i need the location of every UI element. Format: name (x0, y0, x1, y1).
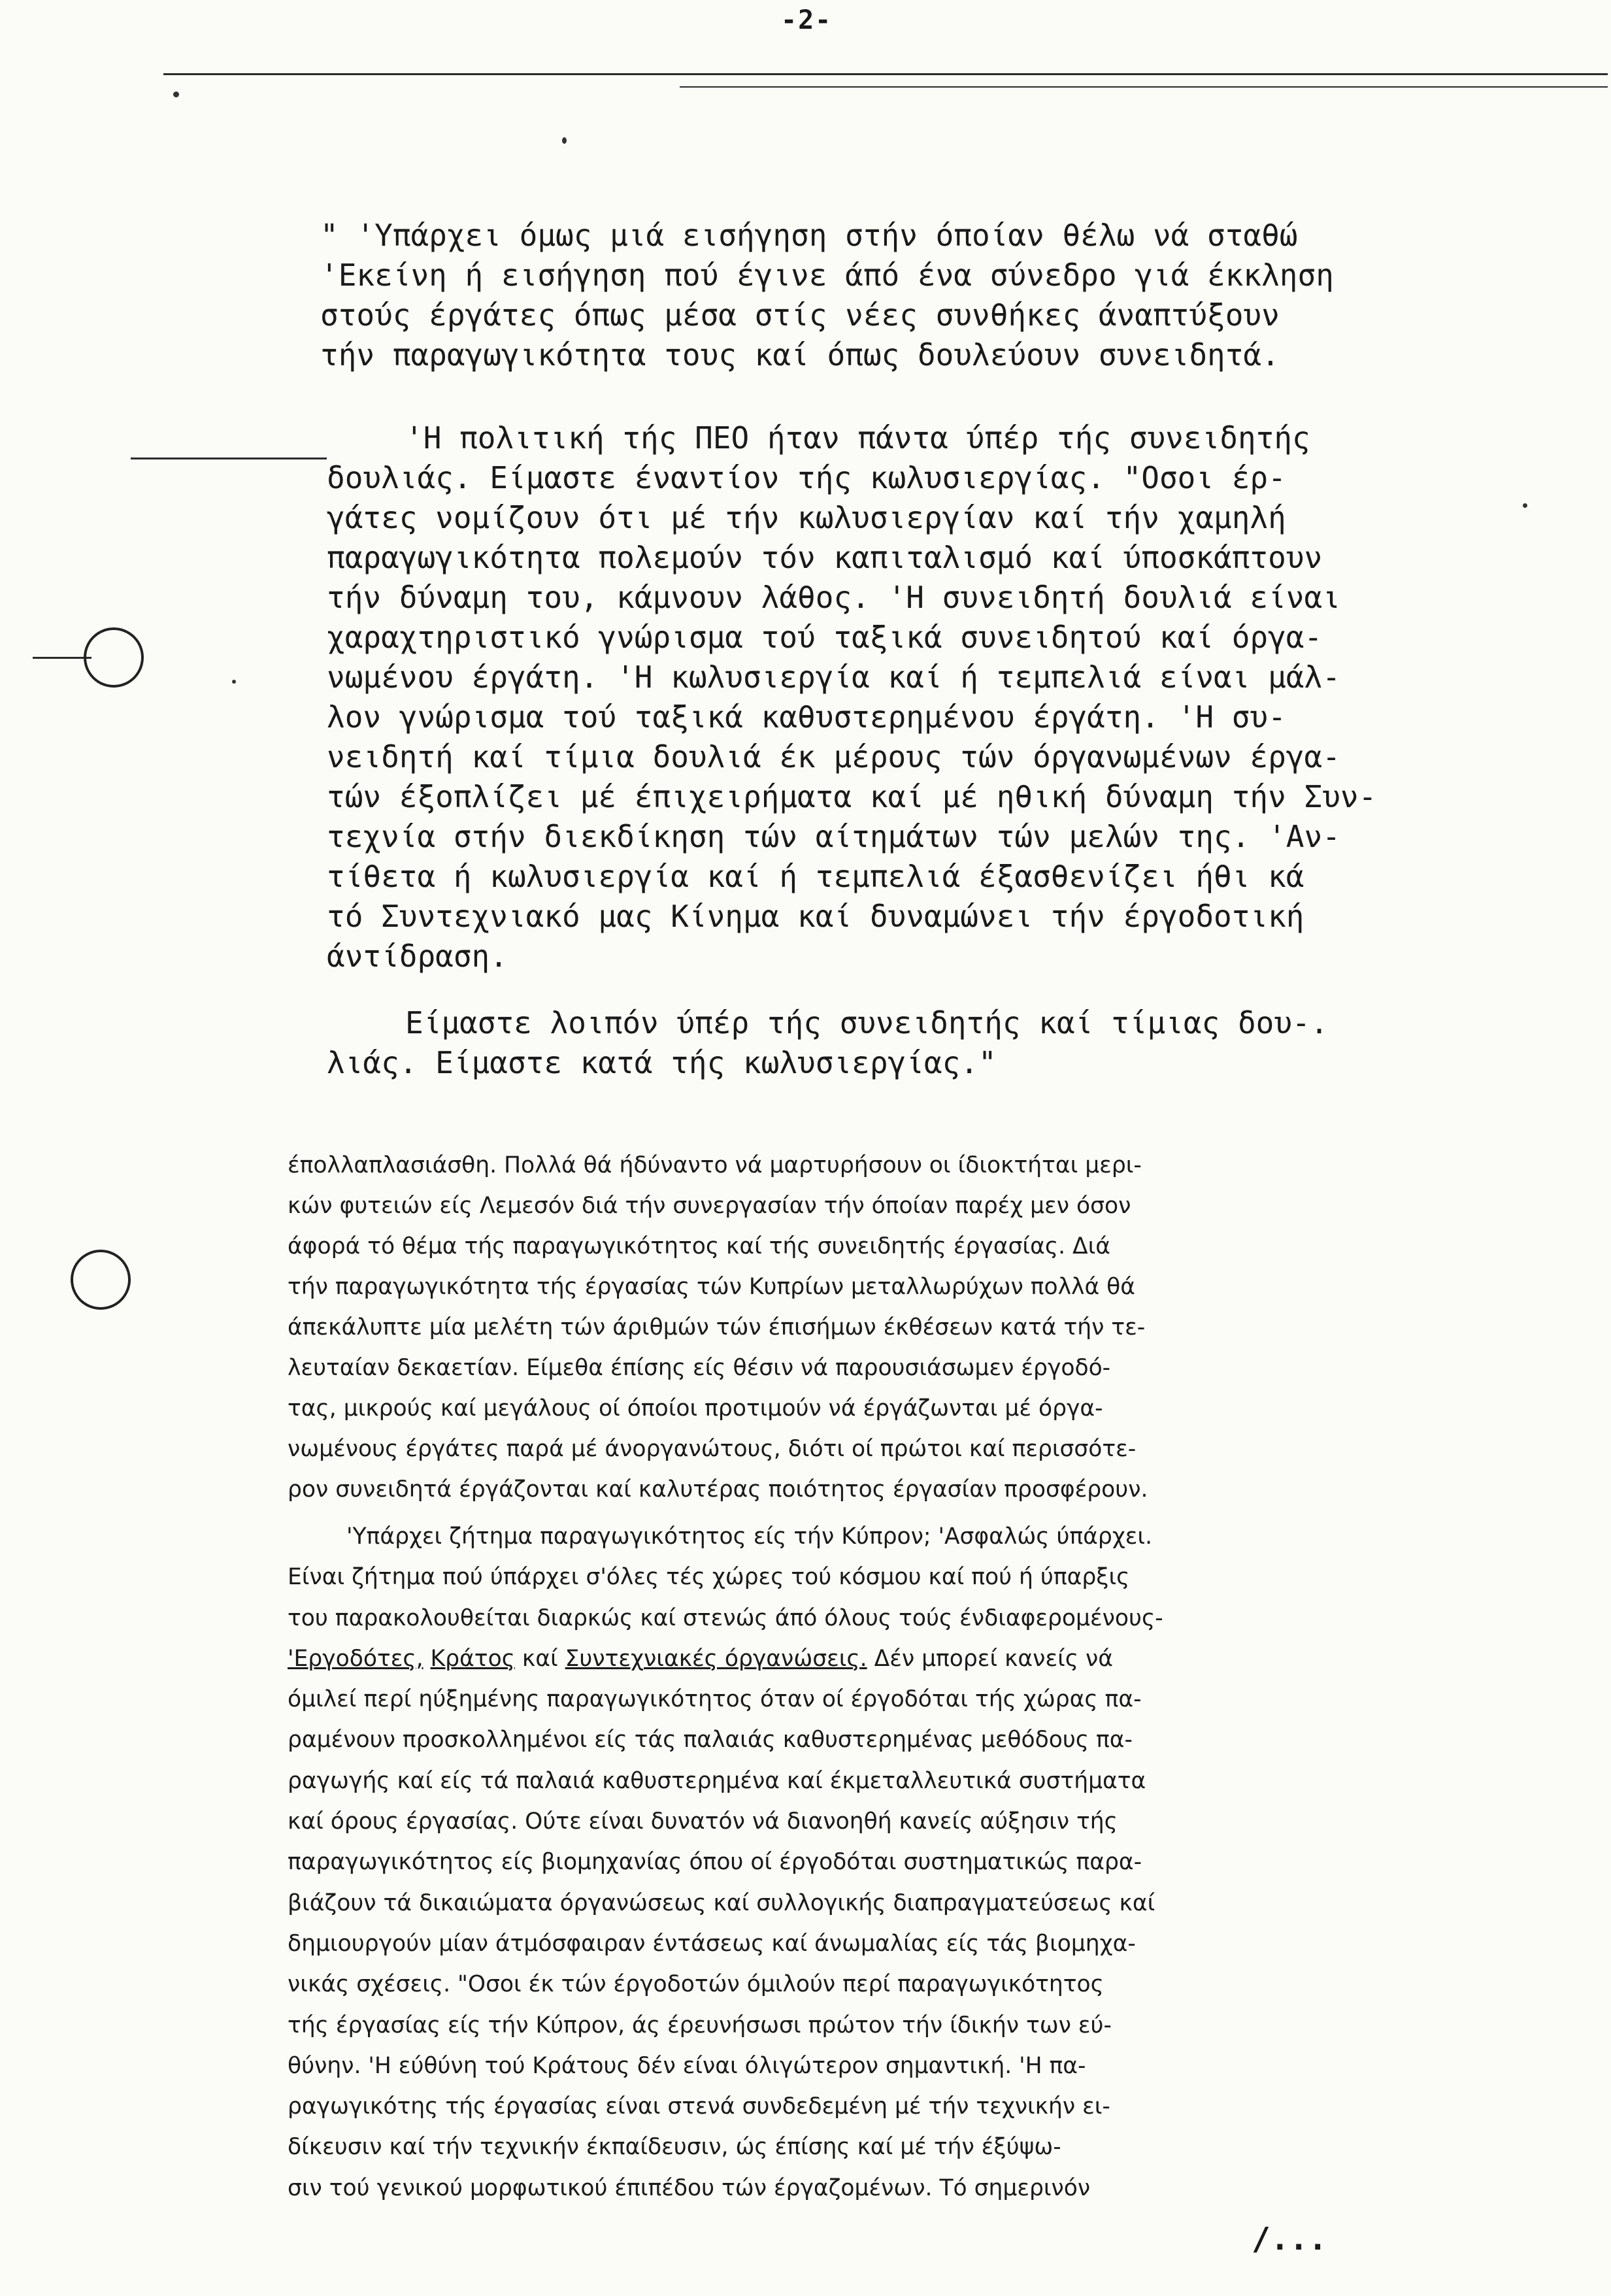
text-line: νικάς σχέσεις. "Οσοι έκ τών έργοδοτών όμιλούν περί παραγωγικότητος (288, 1971, 1104, 1998)
text-line: έπολλαπλασιάσθη. Πολλά θά ήδύναντο νά μαρτυρήσουν οι ίδιοκτήται μερι- (288, 1152, 1142, 1178)
text-line: άπεκάλυπτε μία μελέτη τών άριθμών τών έπισήμων έκθέσεων κατά τήν τε- (288, 1314, 1146, 1340)
text-line: λευταίαν δεκαετίαν. Είμεθα έπίσης είς θέσιν νά παρουσιάσωμεν έργοδό- (288, 1355, 1111, 1381)
text-line: στούς έργάτες όπως μέσα στίς νέες συνθήκες άναπτύξουν (320, 297, 1280, 333)
text-line: βιάζουν τά δικαιώματα όργανώσεως καί συλλογικής διαπραγματεύσεως καί (288, 1889, 1155, 1916)
margin-mark-left (33, 657, 91, 659)
text-line (288, 1639, 1163, 1679)
text-line: τών έξοπλίζει μέ έπιχειρήματα καί μέ ηθική δύναμη τήν Συν- (327, 779, 1377, 814)
text-line: 'Εκείνη ή εισήγηση πού έγινε άπό ένα σύνεδρο γιά έκκληση (320, 258, 1334, 293)
text-line: τίθετα ή κωλυσιεργία καί ή τεμπελιά έξασθενίζει ήθι κά (327, 859, 1304, 894)
quote-paragraph-3 (327, 1003, 1328, 1083)
text-line: άντίδραση. (327, 939, 508, 974)
punch-hole-top (84, 627, 144, 688)
text-line: τό Συντεχνιακό μας Κίνημα καί δυναμώνει τήν έργοδοτική (327, 899, 1304, 934)
text-line: άφορά τό θέμα τής παραγωγικότητος καί τής συνειδητής έργασίας. Διά (288, 1233, 1111, 1259)
page-number: -2- (781, 5, 833, 35)
text-line: τεχνία στήν διεκδίκηση τών αίτημάτων τών μελών της. 'Αν- (327, 819, 1340, 854)
text-line: κών φυτειών είς Λεμεσόν διά τήν συνεργασίαν τήν όποίαν παρέχ μεν όσον (288, 1193, 1131, 1219)
text-line: Είναι ζήτημα πού ύπάρχει σ'όλες τές χώρες τού κόσμου καί πού ή ύπαρξις (288, 1564, 1130, 1591)
text-line: καί όρους έργασίας. Ούτε είναι δυνατόν νά διανοηθή κανείς αύξησιν τής (288, 1808, 1118, 1835)
header-rule (163, 73, 1608, 75)
body-paragraph-2 (288, 1516, 1163, 2208)
speck (173, 92, 179, 97)
text-line: τήν παραγωγικότητα τους καί όπως δουλεύουν συνειδητά. (320, 337, 1280, 373)
text-line: τας, μικρούς καί μεγάλους οί όποίοι προτιμούν νά έργάζωνται μέ όργα- (288, 1395, 1103, 1422)
punch-hole-bottom (71, 1250, 131, 1310)
text-line: λον γνώρισμα τού ταξικά καθυστερημένου έργάτη. 'Η συ- (327, 699, 1286, 735)
text-line: γάτες νομίζουν ότι μέ τήν κωλυσιεργίαν καί τήν χαμηλή (327, 500, 1286, 535)
text-line: Είμαστε λοιπόν ύπέρ τής συνειδητής καί τίμιας δου-. (405, 1005, 1329, 1040)
text-line: τής έργασίας είς τήν Κύπρον, άς έρευνήσωσι πρώτον τήν ίδικήν των εύ- (288, 2012, 1112, 2038)
text-line: τήν δύναμη του, κάμνουν λάθος. 'Η συνειδητή δουλιά είναι (327, 580, 1340, 615)
continuation-mark: /... (1252, 2221, 1327, 2257)
underlined-employers: 'Εργοδότες, (288, 1645, 424, 1672)
conjunction: καί (522, 1645, 558, 1672)
text-line: ραμένουν προσκολλημένοι είς τάς παλαιάς καθυστερημένας μεθόδους πα- (288, 1727, 1133, 1754)
quote-paragraph-2 (327, 418, 1376, 976)
text-line: του παρακολουθείται διαρκώς καί στενώς άπό όλους τούς ένδιαφερομένους- (288, 1605, 1163, 1631)
underlined-state: Κράτος (430, 1645, 515, 1672)
body-paragraph-1 (288, 1145, 1148, 1510)
text-line: παραγωγικότητος είς βιομηχανίας όπου οί έργοδόται συστηματικώς παρα- (288, 1849, 1142, 1876)
speck (232, 680, 236, 684)
text-line: δίκευσιν καί τήν τεχνικήν έκπαίδευσιν, ώς έπίσης καί μέ τήν έξύψω- (288, 2134, 1061, 2161)
text-line: νωμένους έργάτες παρά μέ άνοργανώτους, διότι οί πρώτοι καί περισσότε- (288, 1436, 1137, 1462)
text-line: νωμένου έργάτη. 'Η κωλυσιεργία καί ή τεμπελιά είναι μάλ- (327, 659, 1340, 695)
text-line: ραγωγής καί είς τά παλαιά καθυστερημένα καί έκμεταλλευτικά συστήματα (288, 1767, 1146, 1794)
text-line: 'Η πολιτική τής ΠΕΟ ήταν πάντα ύπέρ τής συνειδητής (405, 420, 1310, 456)
text-line: παραγωγικότητα πολεμούν τόν καπιταλισμό καί ύποσκάπτουν (327, 540, 1323, 575)
speck (562, 137, 567, 144)
margin-mark (131, 458, 327, 459)
text-line: δημιουργούν μίαν άτμόσφαιραν έντάσεως καί άνωμαλίας είς τάς βιομηχα- (288, 1930, 1136, 1957)
text-line: 'Υπάρχει ζήτημα παραγωγικότητος είς τήν Κύπρον; 'Ασφαλώς ύπάρχει. (346, 1523, 1153, 1550)
line-rest: Δέν μπορεί κανείς νά (874, 1645, 1113, 1672)
text-line: όμιλεί περί ηύξημένης παραγωγικότητος όταν οί έργοδόται τής χώρας πα- (288, 1686, 1142, 1713)
text-line: σιν τού γενικού μορφωτικού έπιπέδου τών έργαζομένων. Τό σημερινόν (288, 2174, 1091, 2201)
text-line: ραγωγικότης τής έργασίας είναι στενά συνδεδεμένη μέ τήν τεχνικήν ει- (288, 2093, 1110, 2120)
speck (1523, 503, 1527, 508)
text-line: θύνην. 'Η εύθύνη τού Κράτους δέν είναι όλιγώτερον σημαντική. 'Η πα- (288, 2052, 1086, 2079)
quote-paragraph-1 (320, 216, 1334, 375)
text-line: νειδητή καί τίμια δουλιά έκ μέρους τών όργανωμένων έργα- (327, 739, 1340, 774)
text-line: δουλιάς. Είμαστε έναντίον τής κωλυσιεργίας. "Οσοι έρ- (327, 460, 1286, 495)
header-rule-thin (680, 86, 1608, 88)
underlined-unions: Συντεχνιακές όργανώσεις. (565, 1645, 867, 1672)
text-line: χαραχτηριστικό γνώρισμα τού ταξικά συνειδητού καί όργα- (327, 620, 1323, 655)
text-line: τήν παραγωγικότητα τής έργασίας τών Κυπρίων μεταλλωρύχων πολλά θά (288, 1274, 1136, 1300)
text-line: " 'Υπάρχει όμως μιά εισήγηση στήν όποίαν θέλω νά σταθώ (320, 218, 1298, 253)
text-line: λιάς. Είμαστε κατά τής κωλυσιεργίας." (327, 1045, 997, 1080)
text-line: ρον συνειδητά έργάζονται καί καλυτέρας ποιότητος έργασίαν προσφέρουν. (288, 1476, 1148, 1503)
